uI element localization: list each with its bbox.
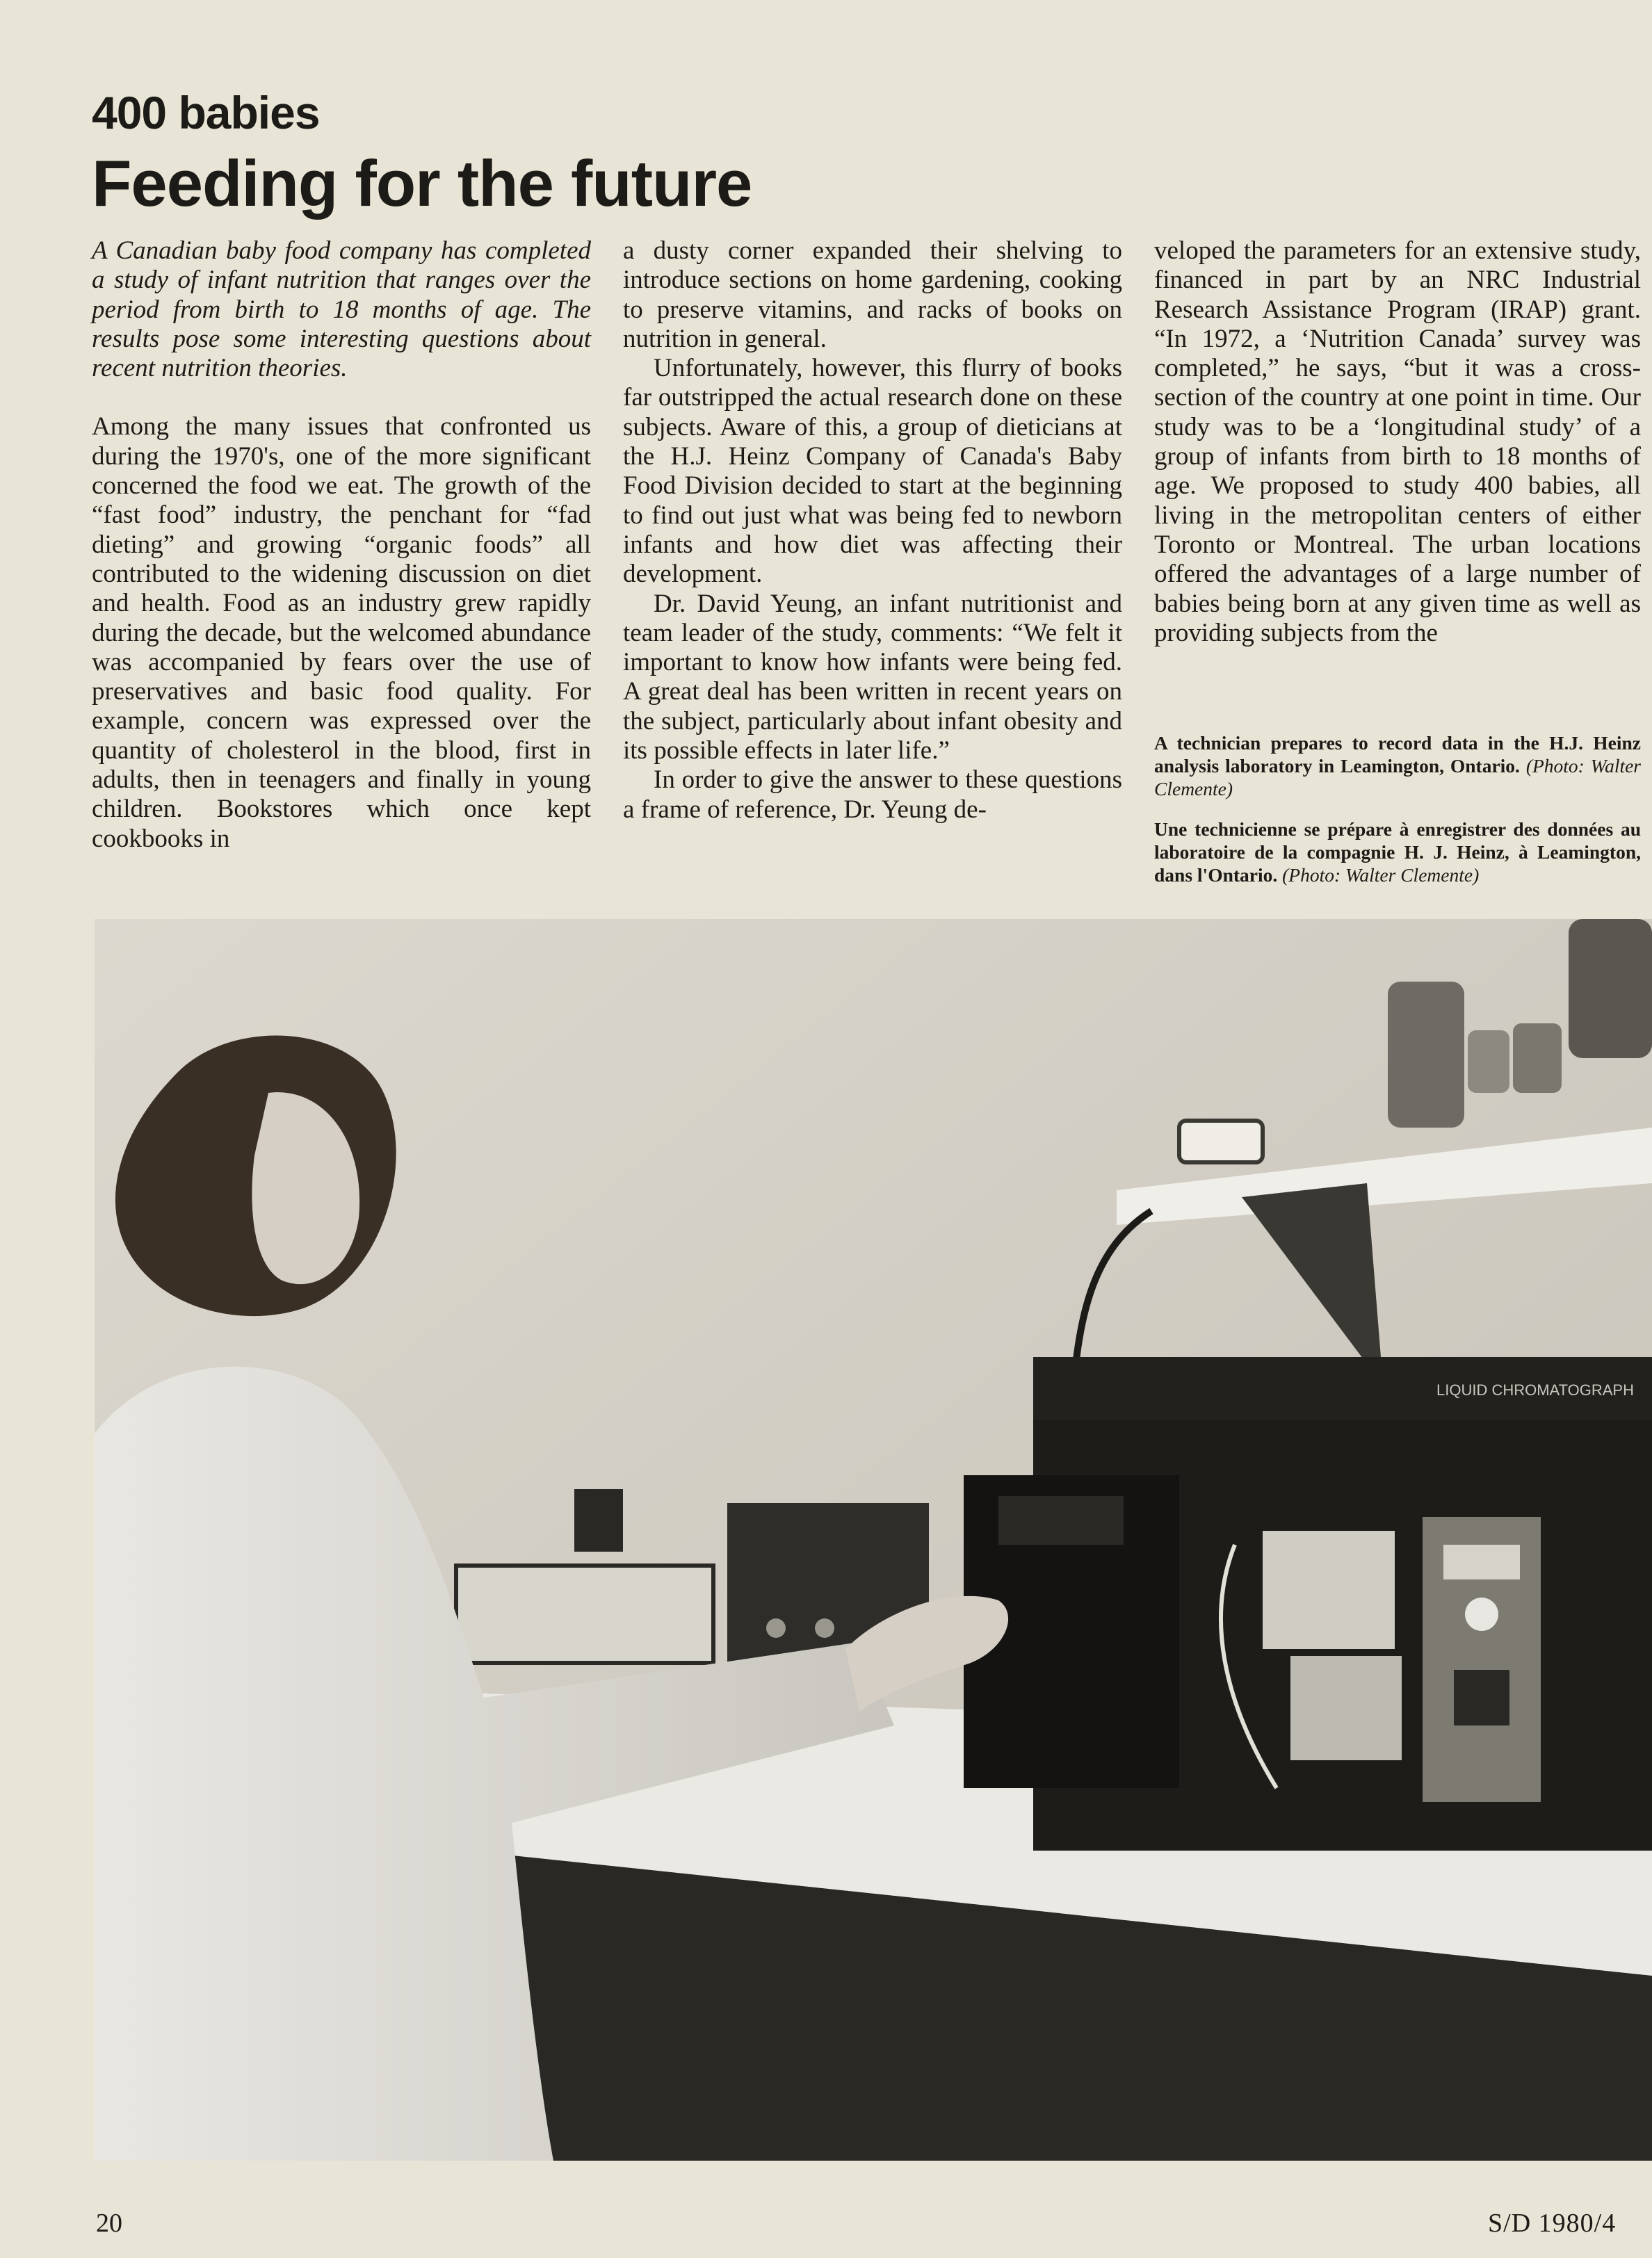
issue-label: S/D 1980/4 <box>1488 2209 1617 2238</box>
text-column-1 <box>92 236 591 854</box>
injection-valve <box>1263 1531 1395 1649</box>
control-knob <box>1465 1598 1498 1631</box>
photo-caption-french <box>1154 818 1641 886</box>
caption-text: A technician prepares to record data in the H.J. Heinz analysis laboratory in Leamington, Ontario. <box>1154 732 1641 777</box>
pump-panel <box>998 1496 1124 1545</box>
chemical-jar <box>1388 982 1464 1128</box>
detector-knob <box>815 1618 834 1638</box>
chemical-jar <box>1569 919 1652 1058</box>
shelf-cup <box>1179 1121 1263 1162</box>
panel-meter <box>1443 1545 1520 1579</box>
photo-caption-english <box>1154 731 1641 800</box>
chemical-jar <box>1513 1023 1562 1093</box>
caption-text: Une technicienne se prépare à enregistrer des données au laboratoire de la compagnie H. J. Heinz, à Leamington, dans l'Ontario. <box>1154 818 1641 886</box>
article-deck: A Canadian baby food company has completed a study of infant nutrition that ranges over the period from birth to 18 months of age. The results pose some interesting questions about recent nutrition theories. <box>92 236 591 383</box>
body-paragraph: Among the many issues that confronted us during the 1970's, one of the more significant concerned the food we eat. The growth of the “fast food” industry, the penchant for “fad dieting” and growing “organic foods” all contributed to the widening discussion on diet and health. Food as an industry grew rapidly during the decade, but the welcomed abundance was accompanied by fears over the use of preservatives and basic food quality. For example, concern was expressed over the quantity of cholesterol in the blood, first in adults, then in teenagers and finally in young children. Bookstores which once kept cookbooks in <box>92 412 591 853</box>
lab-technician-photo <box>95 919 1652 2161</box>
body-paragraph: a dusty corner expanded their shelving to introduce sections on home gardening, cooking to preserve vitamins, and racks of books on nutrition in general. <box>623 236 1122 353</box>
body-paragraph: Unfortunately, however, this flurry of books far outstripped the actual research done on these subjects. Aware of this, a group of dieticians at the H.J. Heinz Company of Canada's Baby Food Division decided to start at the beginning to find out just what was being fed to newborn infants and how diet was affecting their development. <box>623 354 1122 589</box>
body-paragraph: veloped the parameters for an extensive study, financed in part by an NRC Industrial Research Assistance Program (IRAP) grant. “In 1972, a ‘Nutrition Canada’ survey was completed,” he says, “but it was a cross-section of the country at one point in time. Our study was to be a ‘longitudinal study’ of a group of infants from birth to 18 months of age. We proposed to study 400 babies, all living in the metropolitan centers of either Toronto or Montreal. The urban locations offered the advantages of a large number of babies being born at any given time as well as providing subjects from the <box>1154 236 1641 647</box>
photo-illustration <box>95 919 1652 2161</box>
text-column-3 <box>1154 236 1641 648</box>
photo-credit: (Photo: Walter Clemente) <box>1154 755 1642 799</box>
text-column-2 <box>623 236 1122 825</box>
panel-switch <box>1454 1670 1509 1725</box>
recorder-instrument <box>456 1566 713 1663</box>
instrument-label: LIQUID CHROMATOGRAPH <box>1436 1381 1634 1399</box>
article-kicker: 400 babies <box>92 87 320 138</box>
page-number: 20 <box>96 2209 122 2238</box>
valve-block <box>1290 1656 1402 1760</box>
article-title: Feeding for the future <box>92 147 752 220</box>
body-paragraph: In order to give the answer to these questions a frame of reference, Dr. Yeung de- <box>623 765 1122 824</box>
chemical-jar <box>1468 1030 1509 1093</box>
body-paragraph: Dr. David Yeung, an infant nutritionist and team leader of the study, comments: “We felt it important to know how infants were being fed. A great deal has been written in recent years on the subject, particularly about infant obesity and its possible effects in later life.” <box>623 589 1122 765</box>
wall-outlet <box>574 1489 623 1552</box>
photo-credit: (Photo: Walter Clemente) <box>1282 864 1480 886</box>
detector-knob <box>766 1618 786 1638</box>
